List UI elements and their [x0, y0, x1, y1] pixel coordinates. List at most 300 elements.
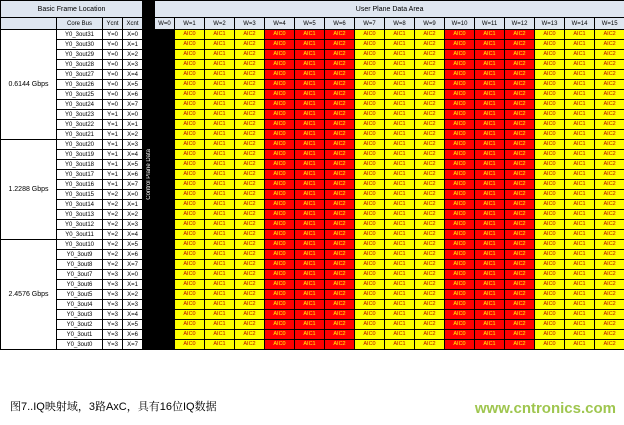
data-cell: AIC2: [595, 270, 624, 280]
data-cell: AIC0: [445, 210, 475, 220]
data-cell: AIC2: [595, 250, 624, 260]
data-cell: AIC2: [505, 120, 535, 130]
data-cell: AIC2: [505, 230, 535, 240]
ycnt-cell: Y=1: [103, 130, 123, 140]
col-header-w9: W=9: [415, 18, 445, 30]
data-cell: AIC0: [445, 160, 475, 170]
data-cell: AIC0: [265, 110, 295, 120]
data-cell: AIC2: [595, 80, 624, 90]
w0-cell: [155, 320, 175, 330]
data-cell: AIC1: [295, 240, 325, 250]
xcnt-cell: X=3: [123, 300, 143, 310]
data-cell: AIC1: [475, 110, 505, 120]
data-cell: AIC2: [505, 330, 535, 340]
data-cell: AIC1: [475, 260, 505, 270]
data-cell: AIC0: [445, 230, 475, 240]
core-bus-cell: Y0_3out28: [57, 60, 103, 70]
data-cell: AIC1: [205, 110, 235, 120]
data-cell: AIC2: [325, 240, 355, 250]
data-cell: AIC0: [355, 280, 385, 290]
core-bus-cell: Y0_3out27: [57, 70, 103, 80]
table-row: [1, 30, 624, 40]
data-cell: AIC2: [595, 330, 624, 340]
data-cell: AIC0: [355, 300, 385, 310]
data-cell: AIC0: [175, 280, 205, 290]
xcnt-cell: X=6: [123, 250, 143, 260]
table-row: [1, 100, 624, 110]
data-cell: AIC0: [535, 140, 565, 150]
data-cell: AIC0: [175, 150, 205, 160]
data-cell: AIC1: [205, 30, 235, 40]
ycnt-cell: Y=0: [103, 80, 123, 90]
xcnt-cell: X=0: [123, 270, 143, 280]
data-cell: AIC0: [175, 180, 205, 190]
xcnt-cell: X=2: [123, 50, 143, 60]
data-cell: AIC1: [295, 50, 325, 60]
data-cell: AIC1: [475, 90, 505, 100]
data-cell: AIC2: [415, 90, 445, 100]
data-cell: AIC2: [415, 330, 445, 340]
data-cell: AIC0: [175, 80, 205, 90]
core-bus-cell: Y0_3out0: [57, 340, 103, 350]
data-cell: AIC2: [325, 40, 355, 50]
data-cell: AIC2: [505, 90, 535, 100]
data-cell: AIC0: [175, 230, 205, 240]
data-cell: AIC2: [595, 130, 624, 140]
table-row: [1, 90, 624, 100]
data-cell: AIC1: [475, 70, 505, 80]
data-cell: AIC0: [175, 50, 205, 60]
data-cell: AIC1: [385, 180, 415, 190]
data-cell: AIC2: [415, 160, 445, 170]
data-cell: AIC1: [385, 110, 415, 120]
w0-cell: [155, 210, 175, 220]
data-cell: AIC2: [595, 180, 624, 190]
data-cell: AIC0: [355, 220, 385, 230]
data-cell: AIC2: [235, 180, 265, 190]
data-cell: AIC1: [385, 240, 415, 250]
data-cell: AIC1: [295, 250, 325, 260]
table-row: [1, 190, 624, 200]
data-cell: AIC1: [205, 190, 235, 200]
data-cell: AIC1: [385, 310, 415, 320]
data-cell: AIC2: [595, 50, 624, 60]
ycnt-cell: Y=0: [103, 40, 123, 50]
ycnt-cell: Y=2: [103, 220, 123, 230]
data-cell: AIC1: [475, 160, 505, 170]
data-cell: AIC2: [325, 230, 355, 240]
data-cell: AIC1: [385, 120, 415, 130]
data-cell: AIC0: [355, 250, 385, 260]
data-cell: AIC1: [565, 230, 595, 240]
data-cell: AIC1: [205, 280, 235, 290]
data-cell: AIC2: [325, 60, 355, 70]
xcnt-cell: X=0: [123, 30, 143, 40]
col-header-w14: W=14: [565, 18, 595, 30]
data-cell: AIC2: [595, 300, 624, 310]
data-cell: AIC2: [415, 270, 445, 280]
data-cell: AIC1: [565, 190, 595, 200]
data-cell: AIC2: [505, 50, 535, 60]
data-cell: AIC2: [505, 80, 535, 90]
data-cell: AIC1: [565, 280, 595, 290]
xcnt-cell: X=0: [123, 110, 143, 120]
header-row-cols: [1, 18, 624, 30]
data-cell: AIC1: [385, 30, 415, 40]
data-cell: AIC2: [595, 290, 624, 300]
data-cell: AIC0: [445, 40, 475, 50]
data-cell: AIC0: [535, 70, 565, 80]
data-cell: AIC2: [415, 50, 445, 60]
w0-cell: [155, 110, 175, 120]
data-cell: AIC1: [385, 160, 415, 170]
data-cell: AIC0: [355, 150, 385, 160]
xcnt-cell: X=6: [123, 90, 143, 100]
data-cell: AIC2: [325, 300, 355, 310]
data-cell: AIC0: [265, 190, 295, 200]
data-cell: AIC0: [535, 110, 565, 120]
xcnt-cell: X=7: [123, 340, 143, 350]
data-cell: AIC0: [445, 290, 475, 300]
data-cell: AIC2: [325, 220, 355, 230]
w0-cell: [155, 270, 175, 280]
col-header-w8: W=8: [385, 18, 415, 30]
data-cell: AIC0: [355, 310, 385, 320]
data-cell: AIC2: [415, 120, 445, 130]
data-cell: AIC2: [505, 100, 535, 110]
data-cell: AIC0: [535, 330, 565, 340]
col-header-w11: W=11: [475, 18, 505, 30]
data-cell: AIC0: [355, 330, 385, 340]
data-cell: AIC0: [445, 330, 475, 340]
data-cell: AIC0: [445, 180, 475, 190]
table-row: [1, 170, 624, 180]
w0-cell: [155, 60, 175, 70]
data-cell: AIC0: [535, 240, 565, 250]
data-cell: AIC0: [535, 260, 565, 270]
data-cell: AIC0: [355, 200, 385, 210]
data-cell: AIC0: [535, 120, 565, 130]
data-cell: AIC0: [175, 70, 205, 80]
w0-cell: [155, 180, 175, 190]
data-cell: AIC1: [475, 190, 505, 200]
data-cell: AIC1: [295, 180, 325, 190]
data-cell: AIC1: [295, 190, 325, 200]
data-cell: AIC1: [565, 290, 595, 300]
data-cell: AIC1: [475, 100, 505, 110]
data-cell: AIC2: [595, 220, 624, 230]
data-cell: AIC0: [355, 290, 385, 300]
table-row: [1, 250, 624, 260]
data-cell: AIC2: [505, 110, 535, 120]
data-cell: AIC2: [505, 250, 535, 260]
data-cell: AIC2: [325, 30, 355, 40]
data-cell: AIC2: [235, 110, 265, 120]
data-cell: AIC2: [235, 30, 265, 40]
col-header-w7: W=7: [355, 18, 385, 30]
data-cell: AIC1: [385, 60, 415, 70]
data-cell: AIC0: [535, 80, 565, 90]
col-header-w15: W=15: [595, 18, 624, 30]
data-cell: AIC0: [445, 140, 475, 150]
data-cell: AIC2: [595, 40, 624, 50]
data-cell: AIC1: [205, 120, 235, 130]
data-cell: AIC1: [475, 220, 505, 230]
data-cell: AIC1: [205, 320, 235, 330]
w0-cell: [155, 340, 175, 350]
data-cell: AIC0: [535, 40, 565, 50]
data-cell: AIC0: [535, 200, 565, 210]
data-cell: AIC1: [295, 80, 325, 90]
core-bus-cell: Y0_3out29: [57, 50, 103, 60]
data-cell: AIC2: [505, 290, 535, 300]
xcnt-cell: X=6: [123, 170, 143, 180]
data-cell: AIC2: [415, 260, 445, 270]
data-cell: AIC0: [535, 310, 565, 320]
data-cell: AIC2: [505, 130, 535, 140]
data-cell: AIC0: [265, 220, 295, 230]
data-cell: AIC1: [205, 90, 235, 100]
data-cell: AIC1: [385, 330, 415, 340]
data-cell: AIC1: [565, 140, 595, 150]
data-cell: AIC2: [325, 160, 355, 170]
data-cell: AIC0: [355, 140, 385, 150]
ycnt-cell: Y=3: [103, 320, 123, 330]
data-cell: AIC1: [565, 30, 595, 40]
data-cell: AIC1: [385, 100, 415, 110]
table-row: [1, 40, 624, 50]
xcnt-cell: X=4: [123, 150, 143, 160]
table-body: [1, 1, 624, 350]
data-cell: AIC2: [235, 320, 265, 330]
data-cell: AIC0: [175, 340, 205, 350]
data-cell: AIC2: [595, 30, 624, 40]
xcnt-cell: X=7: [123, 100, 143, 110]
data-cell: AIC2: [415, 100, 445, 110]
data-cell: AIC1: [475, 80, 505, 90]
data-cell: AIC1: [565, 50, 595, 60]
data-cell: AIC0: [445, 60, 475, 70]
data-cell: AIC1: [475, 170, 505, 180]
xcnt-cell: X=5: [123, 240, 143, 250]
data-cell: AIC2: [235, 220, 265, 230]
data-cell: AIC2: [595, 310, 624, 320]
data-cell: AIC1: [205, 150, 235, 160]
data-cell: AIC2: [505, 200, 535, 210]
data-cell: AIC1: [565, 110, 595, 120]
data-cell: AIC0: [355, 240, 385, 250]
data-cell: AIC1: [205, 70, 235, 80]
data-cell: AIC1: [565, 330, 595, 340]
table-row: [1, 180, 624, 190]
data-cell: AIC0: [265, 30, 295, 40]
data-cell: AIC1: [385, 280, 415, 290]
table-row: [1, 300, 624, 310]
data-cell: AIC1: [565, 160, 595, 170]
data-cell: AIC2: [235, 190, 265, 200]
data-cell: AIC0: [535, 150, 565, 160]
data-cell: AIC0: [535, 190, 565, 200]
data-cell: AIC2: [595, 120, 624, 130]
data-cell: AIC2: [415, 290, 445, 300]
rate-col-header: [1, 18, 57, 30]
data-cell: AIC1: [295, 310, 325, 320]
data-cell: AIC0: [535, 340, 565, 350]
ycnt-cell: Y=2: [103, 200, 123, 210]
ycnt-cell: Y=1: [103, 150, 123, 160]
data-cell: AIC0: [175, 110, 205, 120]
core-bus-cell: Y0_3out13: [57, 210, 103, 220]
xcnt-cell: X=6: [123, 330, 143, 340]
data-cell: AIC2: [325, 330, 355, 340]
data-cell: AIC1: [565, 310, 595, 320]
data-cell: AIC2: [505, 210, 535, 220]
table-row: [1, 320, 624, 330]
data-cell: AIC2: [505, 280, 535, 290]
xcnt-cell: X=1: [123, 280, 143, 290]
data-cell: AIC0: [175, 190, 205, 200]
data-cell: AIC0: [265, 170, 295, 180]
data-cell: AIC1: [205, 240, 235, 250]
w0-cell: [155, 260, 175, 270]
data-cell: AIC1: [565, 340, 595, 350]
xcnt-cell: X=1: [123, 200, 143, 210]
data-cell: AIC1: [385, 270, 415, 280]
data-cell: AIC2: [235, 250, 265, 260]
core-bus-cell: Y0_3out6: [57, 280, 103, 290]
data-cell: AIC2: [325, 210, 355, 220]
data-cell: AIC1: [385, 220, 415, 230]
col-header-w3: W=3: [235, 18, 265, 30]
data-cell: AIC1: [385, 70, 415, 80]
data-cell: AIC0: [265, 140, 295, 150]
data-cell: AIC1: [385, 40, 415, 50]
data-cell: AIC0: [175, 160, 205, 170]
core-bus-cell: Y0_3out3: [57, 310, 103, 320]
data-cell: AIC2: [415, 30, 445, 40]
ycnt-cell: Y=0: [103, 100, 123, 110]
data-cell: AIC0: [265, 250, 295, 260]
data-cell: AIC1: [385, 230, 415, 240]
data-cell: AIC2: [415, 190, 445, 200]
ycnt-cell: Y=3: [103, 280, 123, 290]
ycnt-cell: Y=3: [103, 330, 123, 340]
core-bus-cell: Y0_3out4: [57, 300, 103, 310]
w0-cell: [155, 70, 175, 80]
core-bus-cell: Y0_3out5: [57, 290, 103, 300]
data-cell: AIC2: [235, 80, 265, 90]
data-cell: AIC0: [175, 120, 205, 130]
data-cell: AIC0: [265, 330, 295, 340]
data-cell: AIC0: [535, 130, 565, 140]
data-cell: AIC2: [415, 70, 445, 80]
data-cell: AIC2: [235, 170, 265, 180]
data-cell: AIC2: [235, 140, 265, 150]
data-cell: AIC2: [325, 260, 355, 270]
data-cell: AIC2: [235, 310, 265, 320]
data-cell: AIC1: [385, 300, 415, 310]
data-cell: AIC0: [355, 120, 385, 130]
data-cell: AIC1: [385, 210, 415, 220]
data-cell: AIC1: [295, 280, 325, 290]
col-header-w10: W=10: [445, 18, 475, 30]
data-cell: AIC1: [475, 240, 505, 250]
data-cell: AIC2: [505, 190, 535, 200]
data-cell: AIC0: [175, 140, 205, 150]
ycnt-cell: Y=1: [103, 110, 123, 120]
data-cell: AIC1: [205, 160, 235, 170]
xcnt-cell: X=5: [123, 160, 143, 170]
data-cell: AIC2: [415, 320, 445, 330]
data-cell: AIC0: [445, 50, 475, 60]
data-cell: AIC2: [595, 150, 624, 160]
data-cell: AIC2: [415, 230, 445, 240]
data-cell: AIC0: [355, 90, 385, 100]
user-plane-data-area-header: User Plane Data Area: [155, 1, 624, 18]
table-row: [1, 140, 624, 150]
data-cell: AIC1: [475, 40, 505, 50]
data-cell: AIC0: [445, 30, 475, 40]
data-cell: AIC0: [355, 320, 385, 330]
watermark: www.cntronics.com: [474, 400, 616, 417]
data-cell: AIC2: [235, 260, 265, 270]
data-cell: AIC1: [475, 60, 505, 70]
data-cell: AIC0: [265, 80, 295, 90]
control-plane-column: [143, 1, 155, 350]
data-cell: AIC1: [295, 210, 325, 220]
data-cell: AIC1: [205, 60, 235, 70]
core-bus-cell: Y0_3out11: [57, 230, 103, 240]
data-cell: AIC2: [595, 160, 624, 170]
table-row: [1, 150, 624, 160]
w0-cell: [155, 130, 175, 140]
data-cell: AIC2: [595, 230, 624, 240]
xcnt-cell: X=2: [123, 290, 143, 300]
data-cell: AIC2: [415, 170, 445, 180]
rate-label: 1.2288 Gbps: [1, 140, 57, 240]
data-cell: AIC0: [355, 110, 385, 120]
data-cell: AIC2: [415, 110, 445, 120]
data-cell: AIC2: [595, 90, 624, 100]
data-cell: AIC0: [355, 170, 385, 180]
core-bus-header: Core Bus: [57, 18, 103, 30]
core-bus-cell: Y0_3out17: [57, 170, 103, 180]
data-cell: AIC1: [475, 250, 505, 260]
data-cell: AIC2: [235, 40, 265, 50]
data-cell: AIC2: [415, 210, 445, 220]
data-cell: AIC1: [565, 90, 595, 100]
data-cell: AIC0: [445, 310, 475, 320]
data-cell: AIC2: [595, 240, 624, 250]
data-cell: AIC1: [565, 150, 595, 160]
data-cell: AIC2: [235, 210, 265, 220]
data-cell: AIC1: [475, 50, 505, 60]
data-cell: AIC1: [565, 210, 595, 220]
data-cell: AIC2: [595, 210, 624, 220]
data-cell: AIC2: [325, 100, 355, 110]
data-cell: AIC2: [235, 330, 265, 340]
table-row: [1, 60, 624, 70]
data-cell: AIC2: [505, 30, 535, 40]
data-cell: AIC0: [265, 210, 295, 220]
data-cell: AIC1: [295, 270, 325, 280]
core-bus-cell: Y0_3out1: [57, 330, 103, 340]
w0-cell: [155, 290, 175, 300]
data-cell: AIC1: [205, 220, 235, 230]
data-cell: AIC2: [415, 150, 445, 160]
data-cell: AIC2: [505, 150, 535, 160]
data-cell: AIC2: [415, 60, 445, 70]
